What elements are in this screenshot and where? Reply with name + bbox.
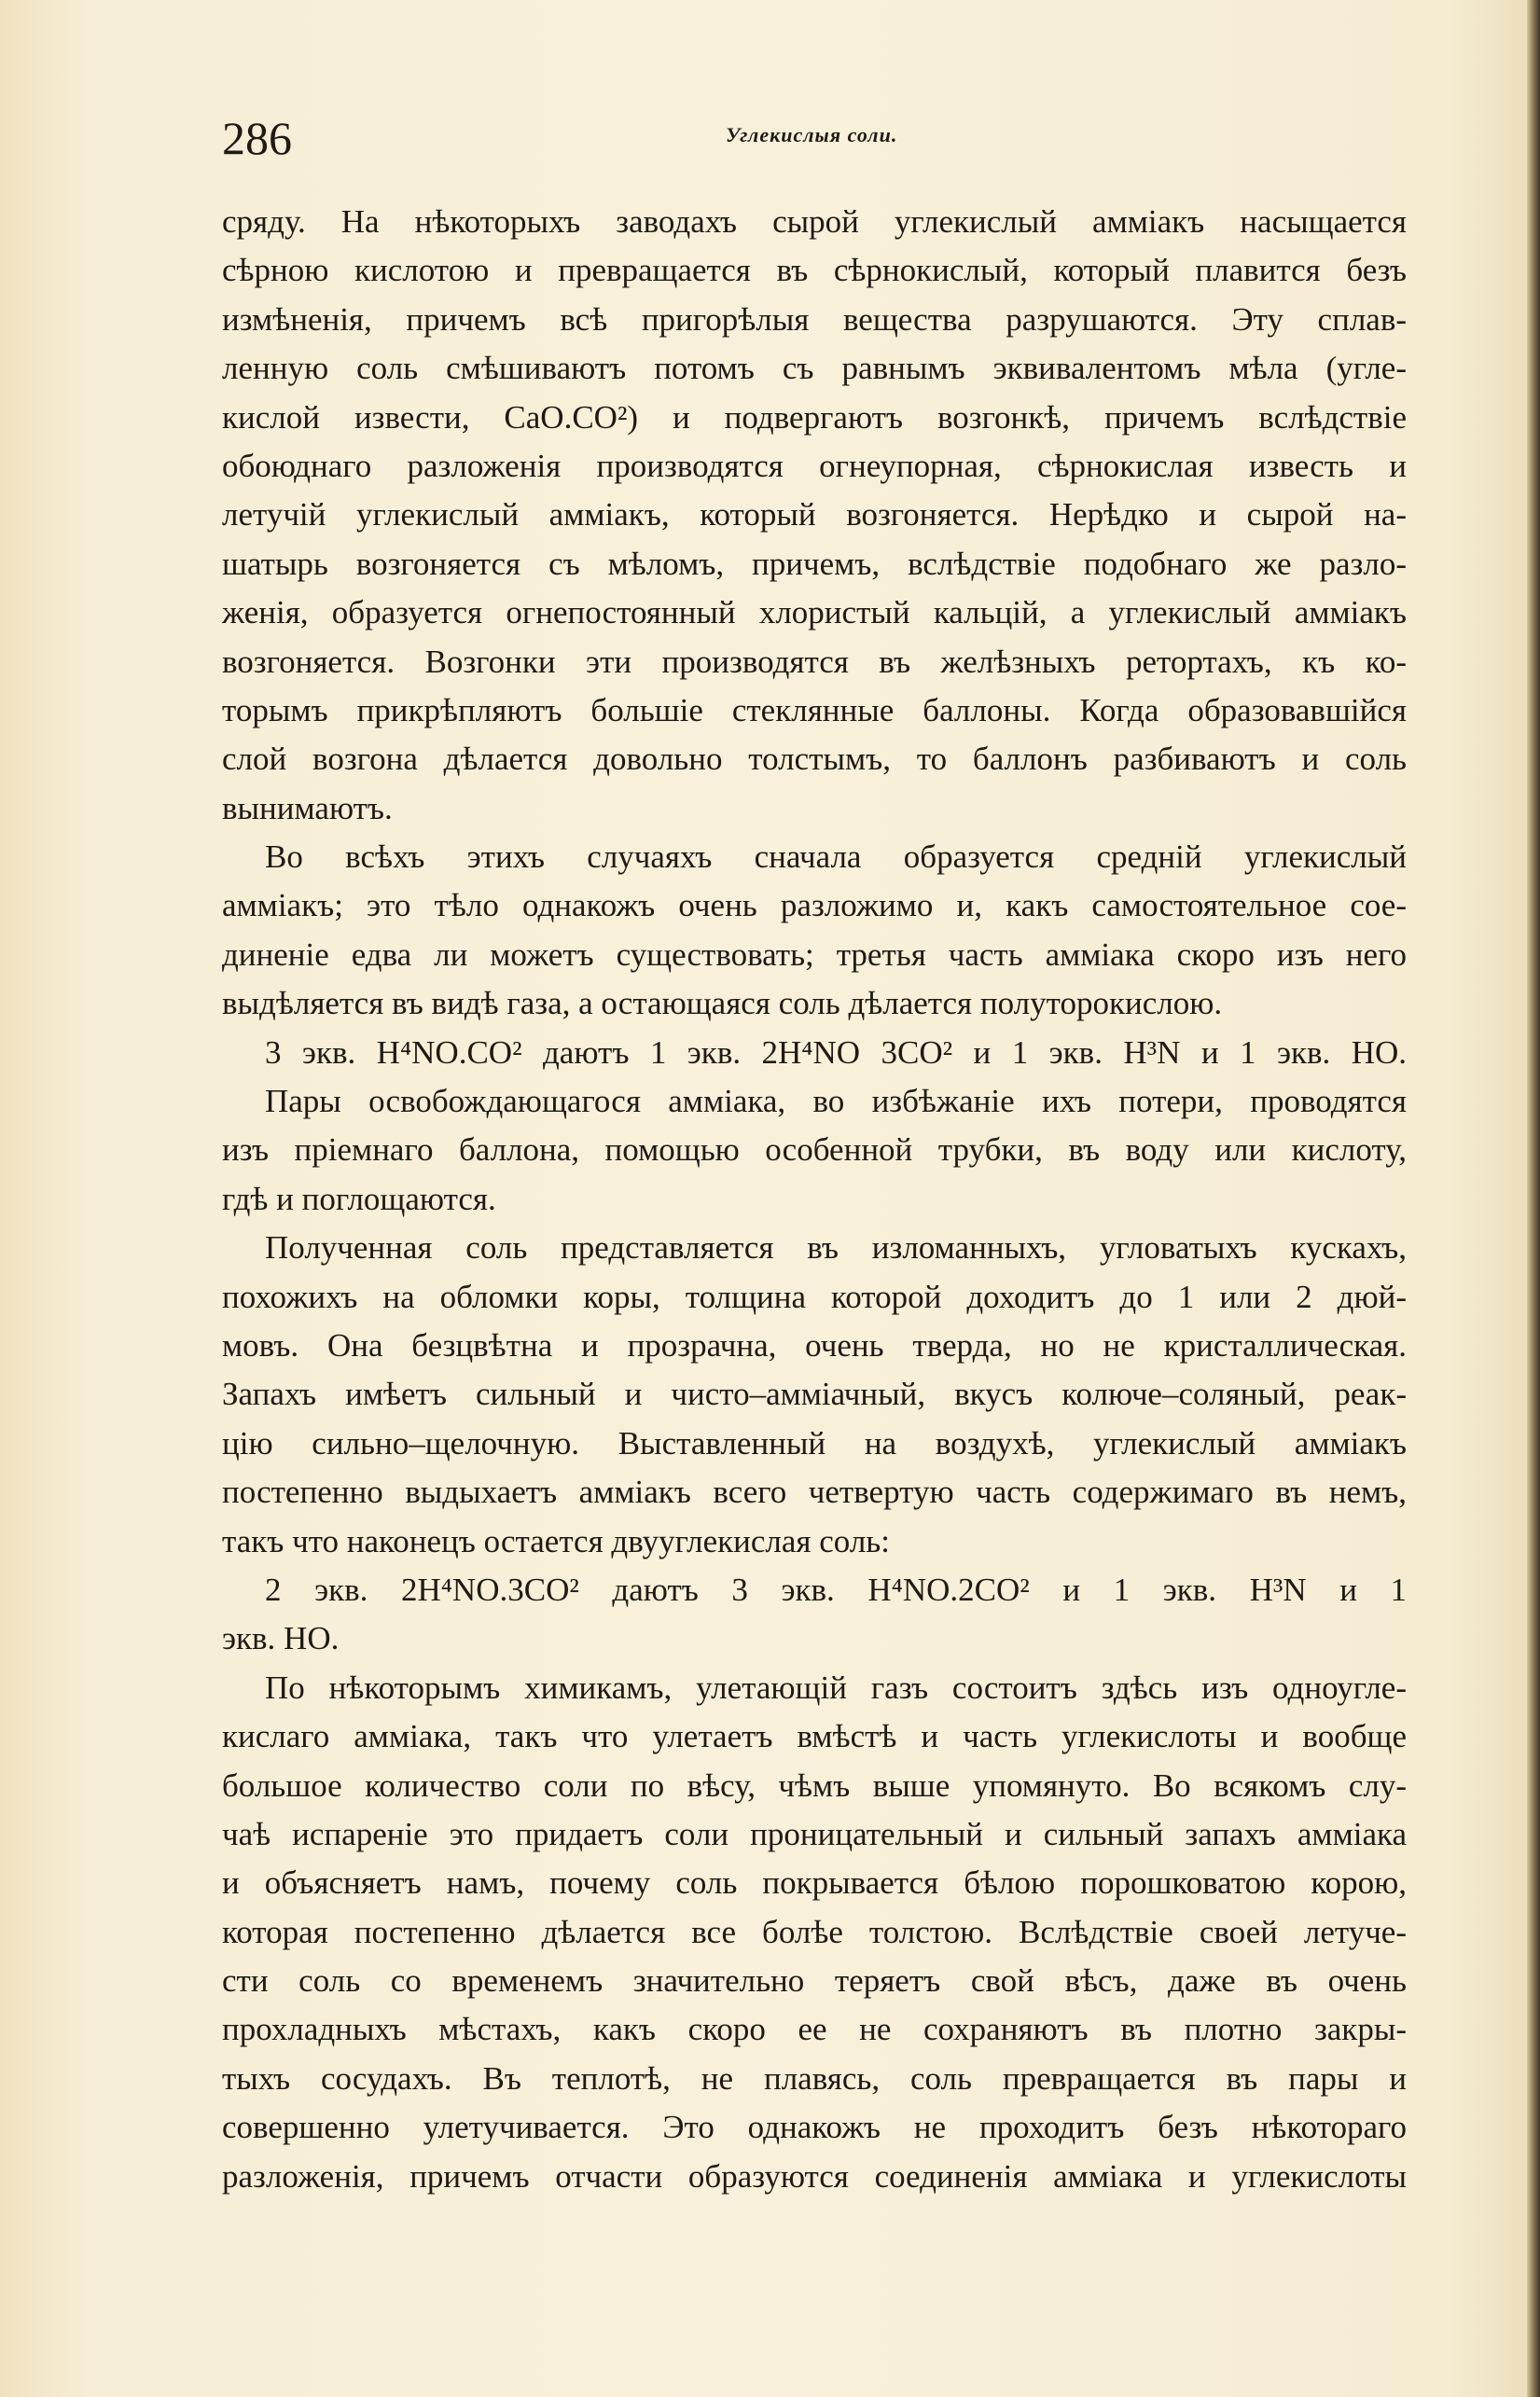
text-line: Запахъ имѣетъ сильный и чисто–амміачный, вкусъ колюче–соляный, реак-	[222, 1376, 1407, 1413]
text-line: цію сильно–щелочную. Выставленный на воздухѣ, углекислый амміакъ	[222, 1424, 1407, 1462]
text-line: которая постепенно дѣлается все болѣе толстою. Вслѣдствіе своей летуче-	[222, 1913, 1407, 1950]
text-line: постепенно выдыхаетъ амміакъ всего четвертую часть содержимаго въ немъ,	[222, 1474, 1407, 1511]
text-line: сѣрною кислотою и превращается въ сѣрнокислый, который плавится безъ	[222, 252, 1407, 289]
text-line: слой возгона дѣлается довольно толстымъ, то баллонъ разбиваютъ и соль	[222, 741, 1407, 778]
text-line: Во всѣхъ этихъ случаяхъ сначала образуется средній углекислый	[265, 838, 1407, 876]
text-line: ленную соль смѣшиваютъ потомъ съ равнымъ эквивалентомъ мѣла (угле-	[222, 350, 1407, 387]
text-line: прохладныхъ мѣстахъ, какъ скоро ее не сохраняютъ въ плотно закры-	[222, 2011, 1407, 2048]
page-edge-shadow	[1527, 0, 1540, 2397]
body-text	[222, 198, 1407, 2201]
text-line: амміакъ; это тѣло однакожъ очень разложимо и, какъ самостоятельное сое-	[222, 887, 1407, 924]
text-line: женія, образуется огнепостоянный хлористый кальцій, а углекислый амміакъ	[222, 594, 1407, 631]
text-line: совершенно улетучивается. Это однакожъ не проходитъ безъ нѣкотораго	[222, 2109, 1407, 2146]
text-line: вынимаютъ.	[222, 789, 393, 826]
text-line: сряду. На нѣкоторыхъ заводахъ сырой углекислый амміакъ насыщается	[222, 203, 1407, 240]
text-line: такъ что наконецъ остается двууглекислая соль:	[222, 1522, 890, 1559]
text-line: 3 экв. H⁴NO.CO² даютъ 1 экв. 2H⁴NO 3CO² и 1 экв. H³N и 1 экв. HO.	[265, 1033, 1407, 1071]
text-line: кислой извести, CaO.CO²) и подвергаютъ возгонкѣ, причемъ вслѣдствіе	[222, 398, 1407, 436]
text-line: тыхъ сосудахъ. Въ теплотѣ, не плавясь, соль превращается въ пары и	[222, 2059, 1407, 2097]
text-line: летучій углекислый амміакъ, который возгоняется. Нерѣдко и сырой на-	[222, 496, 1407, 533]
text-line: разложенія, причемъ отчасти образуются соединенія амміака и углекислоты	[222, 2157, 1407, 2195]
text-line: торымъ прикрѣпляютъ большіе стеклянные баллоны. Когда образовавшійся	[222, 691, 1407, 728]
text-line: и объясняетъ намъ, почему соль покрывается бѣлою порошковатою корою,	[222, 1864, 1407, 1902]
text-line: похожихъ на обломки коры, толщина которой доходитъ до 1 или 2 дюй-	[222, 1278, 1407, 1315]
text-line: изъ пріемнаго баллона, помощью особенной трубки, въ воду или кислоту,	[222, 1131, 1407, 1169]
text-line: большое количество соли по вѣсу, чѣмъ выше упомянуто. Во всякомъ слу-	[222, 1767, 1407, 1804]
text-line: мовъ. Она безцвѣтна и прозрачна, очень тверда, но не кристаллическая.	[222, 1326, 1407, 1364]
text-line: Пары освобождающагося амміака, во избѣжаніе ихъ потери, проводятся	[265, 1083, 1407, 1120]
text-line: гдѣ и поглощаются.	[222, 1180, 496, 1217]
text-line: обоюднаго разложенія производятся огнеупорная, сѣрнокислая известь и	[222, 447, 1407, 484]
running-head: Углекислыя соли.	[726, 123, 898, 146]
text-line: возгоняется. Возгонки эти производятся въ желѣзныхъ ретортахъ, къ ко-	[222, 643, 1407, 680]
page-number: 286	[222, 112, 292, 164]
text-line: диненіе едва ли можетъ существовать; третья часть амміака скоро изъ него	[222, 935, 1407, 973]
text-line: выдѣляется въ видѣ газа, а остающаяся соль дѣлается полуторокислою.	[222, 985, 1223, 1022]
text-line: 2 экв. 2H⁴NO.3CO² даютъ 3 экв. H⁴NO.2CO² и 1 экв. H³N и 1	[265, 1571, 1407, 1608]
text-line: измѣненія, причемъ всѣ пригорѣлыя вещества разрушаются. Эту сплав-	[222, 300, 1407, 338]
text-line: чаѣ испареніе это придаетъ соли проницательный и сильный запахъ амміака	[222, 1815, 1407, 1852]
text-line: Полученная соль представляется въ изломанныхъ, угловатыхъ кускахъ,	[265, 1229, 1407, 1267]
text-line: сти соль со временемъ значительно теряетъ свой вѣсъ, даже въ очень	[222, 1962, 1407, 2000]
text-line: По нѣкоторымъ химикамъ, улетающій газъ состоитъ здѣсь изъ одноугле-	[265, 1669, 1407, 1706]
text-line: экв. HO.	[222, 1620, 340, 1657]
page-header	[222, 110, 1407, 166]
text-line: шатырь возгоняется съ мѣломъ, причемъ, вслѣдствіе подобнаго же разло-	[222, 545, 1407, 582]
text-line: кислаго амміака, такъ что улетаетъ вмѣстѣ и часть углекислоты и вообще	[222, 1718, 1407, 1755]
